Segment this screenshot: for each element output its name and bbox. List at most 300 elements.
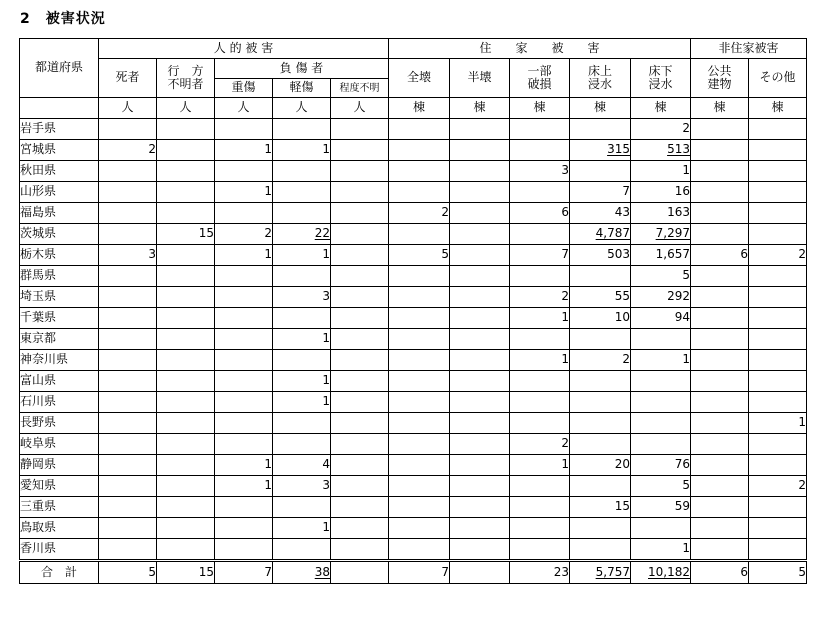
value-text: 1 bbox=[798, 415, 806, 430]
value-cell bbox=[99, 287, 157, 308]
value-cell bbox=[691, 392, 749, 413]
value-cell bbox=[331, 350, 389, 371]
value-cell bbox=[450, 224, 510, 245]
value-cell bbox=[157, 413, 215, 434]
value-cell bbox=[631, 413, 691, 434]
value-text: 3 bbox=[322, 289, 330, 304]
table-row bbox=[20, 434, 807, 455]
value-cell bbox=[157, 371, 215, 392]
value-cell bbox=[99, 371, 157, 392]
value-text: 43 bbox=[614, 205, 630, 220]
value-cell bbox=[749, 371, 807, 392]
total-label: 合 計 bbox=[20, 561, 99, 584]
header-missing-line2: 不明者 bbox=[167, 77, 204, 91]
value-cell bbox=[215, 308, 273, 329]
value-cell bbox=[691, 371, 749, 392]
header-minor: 軽傷 bbox=[273, 79, 331, 98]
table-row bbox=[20, 371, 807, 392]
prefecture-name: 岐阜県 bbox=[20, 434, 99, 455]
value-cell bbox=[99, 518, 157, 539]
table-row bbox=[20, 119, 807, 140]
value-cell bbox=[99, 140, 157, 161]
table-row bbox=[20, 392, 807, 413]
value-text: 5,757 bbox=[595, 564, 630, 579]
value-cell bbox=[215, 350, 273, 371]
value-text: 3 bbox=[322, 478, 330, 493]
value-cell bbox=[273, 413, 331, 434]
value-text: 76 bbox=[674, 457, 690, 472]
value-cell bbox=[99, 434, 157, 455]
value-cell bbox=[99, 561, 157, 584]
value-cell bbox=[631, 371, 691, 392]
value-text: 1 bbox=[264, 184, 272, 199]
value-text: 1 bbox=[682, 163, 690, 178]
value-text: 1 bbox=[561, 310, 569, 325]
value-cell bbox=[331, 455, 389, 476]
value-cell bbox=[749, 119, 807, 140]
table-row bbox=[20, 308, 807, 329]
value-cell bbox=[215, 182, 273, 203]
total-row bbox=[20, 561, 807, 584]
value-cell bbox=[691, 561, 749, 584]
value-text: 1 bbox=[322, 247, 330, 262]
value-cell bbox=[570, 119, 631, 140]
value-cell bbox=[570, 539, 631, 561]
value-cell bbox=[215, 245, 273, 266]
header-other: その他 bbox=[749, 59, 807, 98]
value-text: 2 bbox=[798, 478, 806, 493]
value-cell bbox=[157, 119, 215, 140]
value-cell bbox=[570, 203, 631, 224]
value-cell bbox=[157, 287, 215, 308]
value-cell bbox=[450, 455, 510, 476]
value-cell bbox=[450, 539, 510, 561]
value-cell bbox=[450, 119, 510, 140]
value-text: 7 bbox=[441, 564, 449, 579]
value-cell bbox=[450, 392, 510, 413]
header-missing-line1: 行 方 bbox=[167, 63, 204, 78]
value-cell bbox=[570, 329, 631, 350]
value-cell bbox=[510, 413, 570, 434]
unit-cell: 棟 bbox=[389, 98, 450, 119]
value-cell bbox=[215, 518, 273, 539]
value-cell bbox=[510, 182, 570, 203]
value-cell bbox=[691, 329, 749, 350]
value-cell bbox=[510, 266, 570, 287]
table-row bbox=[20, 161, 807, 182]
value-cell bbox=[157, 224, 215, 245]
value-text: 59 bbox=[674, 499, 690, 514]
prefecture-name: 千葉県 bbox=[20, 308, 99, 329]
value-cell bbox=[631, 224, 691, 245]
value-cell bbox=[691, 119, 749, 140]
value-cell bbox=[331, 308, 389, 329]
value-text: 1 bbox=[322, 520, 330, 535]
value-cell bbox=[99, 182, 157, 203]
value-cell bbox=[749, 561, 807, 584]
value-cell bbox=[749, 455, 807, 476]
value-cell bbox=[510, 203, 570, 224]
value-cell bbox=[631, 119, 691, 140]
value-cell bbox=[157, 266, 215, 287]
value-cell bbox=[691, 266, 749, 287]
value-cell bbox=[570, 245, 631, 266]
value-text: 6 bbox=[561, 205, 569, 220]
value-cell bbox=[570, 434, 631, 455]
value-cell bbox=[450, 287, 510, 308]
header-injured: 負 傷 者 bbox=[215, 59, 389, 79]
value-cell bbox=[99, 308, 157, 329]
prefecture-name: 神奈川県 bbox=[20, 350, 99, 371]
value-cell bbox=[331, 497, 389, 518]
value-cell bbox=[273, 182, 331, 203]
unit-blank bbox=[20, 98, 99, 119]
value-cell bbox=[450, 434, 510, 455]
prefecture-name: 福島県 bbox=[20, 203, 99, 224]
value-cell bbox=[273, 308, 331, 329]
value-cell bbox=[273, 140, 331, 161]
table-row bbox=[20, 182, 807, 203]
header-prefecture: 都道府県 bbox=[20, 39, 99, 98]
value-cell bbox=[450, 350, 510, 371]
value-cell bbox=[691, 518, 749, 539]
value-cell bbox=[510, 140, 570, 161]
prefecture-name: 茨城県 bbox=[20, 224, 99, 245]
value-cell bbox=[273, 203, 331, 224]
value-cell bbox=[157, 245, 215, 266]
value-cell bbox=[331, 266, 389, 287]
value-cell bbox=[749, 266, 807, 287]
value-cell bbox=[389, 539, 450, 561]
value-text: 163 bbox=[667, 205, 690, 220]
value-cell bbox=[157, 561, 215, 584]
value-cell bbox=[450, 203, 510, 224]
prefecture-name: 愛知県 bbox=[20, 476, 99, 497]
value-cell bbox=[157, 308, 215, 329]
value-cell bbox=[510, 392, 570, 413]
value-cell bbox=[99, 245, 157, 266]
value-text: 10 bbox=[614, 310, 630, 325]
value-text: 6 bbox=[740, 564, 748, 579]
value-cell bbox=[570, 371, 631, 392]
header-below-floor bbox=[631, 59, 691, 98]
value-cell bbox=[157, 539, 215, 561]
header-above-floor-line2: 浸水 bbox=[587, 77, 612, 91]
table-row bbox=[20, 203, 807, 224]
value-cell bbox=[450, 497, 510, 518]
value-cell bbox=[157, 434, 215, 455]
value-cell bbox=[510, 371, 570, 392]
value-text: 38 bbox=[314, 564, 330, 579]
value-text: 7 bbox=[622, 184, 630, 199]
value-cell bbox=[510, 287, 570, 308]
value-text: 2 bbox=[622, 352, 630, 367]
table-row bbox=[20, 329, 807, 350]
value-cell bbox=[389, 371, 450, 392]
header-public-building bbox=[691, 59, 749, 98]
table-row bbox=[20, 266, 807, 287]
value-cell bbox=[331, 245, 389, 266]
unit-cell: 人 bbox=[215, 98, 273, 119]
value-cell bbox=[215, 392, 273, 413]
value-cell bbox=[389, 140, 450, 161]
value-text: 1 bbox=[264, 457, 272, 472]
page-title: 2 被害状況 bbox=[20, 11, 106, 27]
value-cell bbox=[99, 539, 157, 561]
value-cell bbox=[389, 329, 450, 350]
header-below-floor-line1: 床下 bbox=[648, 63, 673, 78]
value-cell bbox=[749, 287, 807, 308]
value-cell bbox=[631, 350, 691, 371]
value-cell bbox=[389, 350, 450, 371]
value-cell bbox=[749, 224, 807, 245]
unit-row bbox=[20, 98, 807, 119]
value-cell bbox=[691, 287, 749, 308]
value-cell bbox=[273, 329, 331, 350]
value-cell bbox=[450, 182, 510, 203]
value-text: 1 bbox=[322, 331, 330, 346]
value-cell bbox=[215, 434, 273, 455]
value-text: 503 bbox=[607, 247, 630, 262]
value-text: 6 bbox=[740, 247, 748, 262]
value-cell bbox=[510, 497, 570, 518]
value-cell bbox=[215, 161, 273, 182]
value-cell bbox=[570, 497, 631, 518]
value-cell bbox=[273, 161, 331, 182]
header-public-line2: 建物 bbox=[707, 77, 732, 91]
value-cell bbox=[749, 434, 807, 455]
value-text: 513 bbox=[667, 142, 690, 157]
value-cell bbox=[570, 350, 631, 371]
value-cell bbox=[631, 287, 691, 308]
value-cell bbox=[273, 224, 331, 245]
value-cell bbox=[215, 476, 273, 497]
value-cell bbox=[749, 308, 807, 329]
value-cell bbox=[215, 119, 273, 140]
prefecture-name: 岩手県 bbox=[20, 119, 99, 140]
value-cell bbox=[631, 140, 691, 161]
value-cell bbox=[99, 266, 157, 287]
value-cell bbox=[631, 539, 691, 561]
value-text: 15 bbox=[614, 499, 630, 514]
value-text: 5 bbox=[798, 564, 806, 579]
value-cell bbox=[273, 497, 331, 518]
value-text: 1 bbox=[561, 352, 569, 367]
value-cell bbox=[331, 203, 389, 224]
table-row bbox=[20, 350, 807, 371]
value-cell bbox=[157, 140, 215, 161]
value-cell bbox=[99, 413, 157, 434]
table-row bbox=[20, 455, 807, 476]
value-cell bbox=[631, 561, 691, 584]
value-cell bbox=[631, 329, 691, 350]
header-house-damage: 住 家 被 害 bbox=[389, 39, 691, 59]
value-cell bbox=[389, 434, 450, 455]
header-row-sub bbox=[20, 59, 807, 79]
value-cell bbox=[273, 350, 331, 371]
value-cell bbox=[215, 539, 273, 561]
value-text: 1 bbox=[322, 142, 330, 157]
value-text: 1 bbox=[322, 373, 330, 388]
prefecture-name: 埼玉県 bbox=[20, 287, 99, 308]
value-cell bbox=[570, 224, 631, 245]
value-cell bbox=[691, 455, 749, 476]
damage-table bbox=[19, 38, 807, 584]
value-cell bbox=[570, 287, 631, 308]
value-cell bbox=[450, 518, 510, 539]
value-cell bbox=[99, 455, 157, 476]
value-cell bbox=[691, 539, 749, 561]
value-cell bbox=[331, 224, 389, 245]
value-cell bbox=[450, 476, 510, 497]
value-text: 15 bbox=[198, 564, 214, 579]
value-cell bbox=[215, 371, 273, 392]
prefecture-name: 石川県 bbox=[20, 392, 99, 413]
value-text: 15 bbox=[198, 226, 214, 241]
header-above-floor bbox=[570, 59, 631, 98]
value-cell bbox=[631, 203, 691, 224]
value-cell bbox=[157, 476, 215, 497]
value-cell bbox=[273, 371, 331, 392]
value-cell bbox=[331, 119, 389, 140]
value-cell bbox=[570, 392, 631, 413]
value-cell bbox=[631, 518, 691, 539]
prefecture-name: 山形県 bbox=[20, 182, 99, 203]
table-row bbox=[20, 287, 807, 308]
value-cell bbox=[99, 392, 157, 413]
value-cell bbox=[157, 203, 215, 224]
value-cell bbox=[749, 203, 807, 224]
value-cell bbox=[273, 392, 331, 413]
value-text: 55 bbox=[614, 289, 630, 304]
value-text: 3 bbox=[561, 163, 569, 178]
value-cell bbox=[389, 266, 450, 287]
prefecture-name: 秋田県 bbox=[20, 161, 99, 182]
value-text: 2 bbox=[682, 121, 690, 136]
prefecture-name: 宮城県 bbox=[20, 140, 99, 161]
value-cell bbox=[631, 497, 691, 518]
value-cell bbox=[215, 497, 273, 518]
table-row bbox=[20, 413, 807, 434]
value-cell bbox=[215, 287, 273, 308]
value-cell bbox=[749, 539, 807, 561]
value-cell bbox=[631, 161, 691, 182]
value-cell bbox=[631, 476, 691, 497]
value-cell bbox=[215, 140, 273, 161]
value-cell bbox=[691, 161, 749, 182]
value-text: 1,657 bbox=[655, 247, 690, 262]
value-cell bbox=[157, 518, 215, 539]
header-non-house-damage: 非住家被害 bbox=[691, 39, 807, 59]
value-cell bbox=[570, 561, 631, 584]
value-cell bbox=[389, 182, 450, 203]
value-text: 7 bbox=[264, 564, 272, 579]
header-human-damage: 人 的 被 害 bbox=[99, 39, 389, 59]
value-text: 1 bbox=[264, 478, 272, 493]
header-partial-line1: 一部 bbox=[527, 63, 552, 78]
value-cell bbox=[331, 434, 389, 455]
value-cell bbox=[691, 476, 749, 497]
value-cell bbox=[157, 182, 215, 203]
value-cell bbox=[389, 455, 450, 476]
header-missing bbox=[157, 59, 215, 98]
value-cell bbox=[273, 561, 331, 584]
value-cell bbox=[331, 561, 389, 584]
value-cell bbox=[510, 161, 570, 182]
value-cell bbox=[389, 497, 450, 518]
value-text: 22 bbox=[314, 226, 330, 241]
value-cell bbox=[273, 245, 331, 266]
value-cell bbox=[510, 119, 570, 140]
value-cell bbox=[510, 308, 570, 329]
value-cell bbox=[273, 119, 331, 140]
header-dead: 死者 bbox=[99, 59, 157, 98]
value-cell bbox=[450, 329, 510, 350]
value-cell bbox=[691, 182, 749, 203]
prefecture-name: 東京都 bbox=[20, 329, 99, 350]
value-cell bbox=[749, 476, 807, 497]
value-cell bbox=[510, 539, 570, 561]
prefecture-name: 三重県 bbox=[20, 497, 99, 518]
value-text: 4,787 bbox=[595, 226, 630, 241]
value-text: 2 bbox=[561, 436, 569, 451]
value-cell bbox=[631, 308, 691, 329]
value-text: 292 bbox=[667, 289, 690, 304]
prefecture-name: 群馬県 bbox=[20, 266, 99, 287]
value-cell bbox=[99, 161, 157, 182]
header-row-groups bbox=[20, 39, 807, 59]
header-below-floor-line2: 浸水 bbox=[648, 77, 673, 91]
value-cell bbox=[157, 497, 215, 518]
value-text: 315 bbox=[607, 142, 630, 157]
value-cell bbox=[331, 371, 389, 392]
value-text: 2 bbox=[148, 142, 156, 157]
value-cell bbox=[450, 371, 510, 392]
value-cell bbox=[570, 308, 631, 329]
value-cell bbox=[749, 350, 807, 371]
value-cell bbox=[450, 140, 510, 161]
value-cell bbox=[691, 140, 749, 161]
value-cell bbox=[331, 392, 389, 413]
value-text: 5 bbox=[682, 478, 690, 493]
value-cell bbox=[331, 539, 389, 561]
value-cell bbox=[99, 350, 157, 371]
value-text: 2 bbox=[264, 226, 272, 241]
value-cell bbox=[691, 413, 749, 434]
value-cell bbox=[631, 182, 691, 203]
value-cell bbox=[389, 561, 450, 584]
value-cell bbox=[99, 476, 157, 497]
value-cell bbox=[273, 266, 331, 287]
value-cell bbox=[273, 539, 331, 561]
unit-cell: 棟 bbox=[450, 98, 510, 119]
value-cell bbox=[215, 224, 273, 245]
value-cell bbox=[570, 161, 631, 182]
prefecture-name: 静岡県 bbox=[20, 455, 99, 476]
value-cell bbox=[331, 518, 389, 539]
header-half-destroyed: 半壊 bbox=[450, 59, 510, 98]
value-cell bbox=[389, 308, 450, 329]
value-cell bbox=[450, 245, 510, 266]
value-cell bbox=[510, 329, 570, 350]
value-cell bbox=[691, 308, 749, 329]
value-cell bbox=[331, 413, 389, 434]
value-cell bbox=[749, 329, 807, 350]
value-cell bbox=[450, 308, 510, 329]
value-cell bbox=[157, 161, 215, 182]
value-cell bbox=[389, 203, 450, 224]
unit-cell: 棟 bbox=[510, 98, 570, 119]
